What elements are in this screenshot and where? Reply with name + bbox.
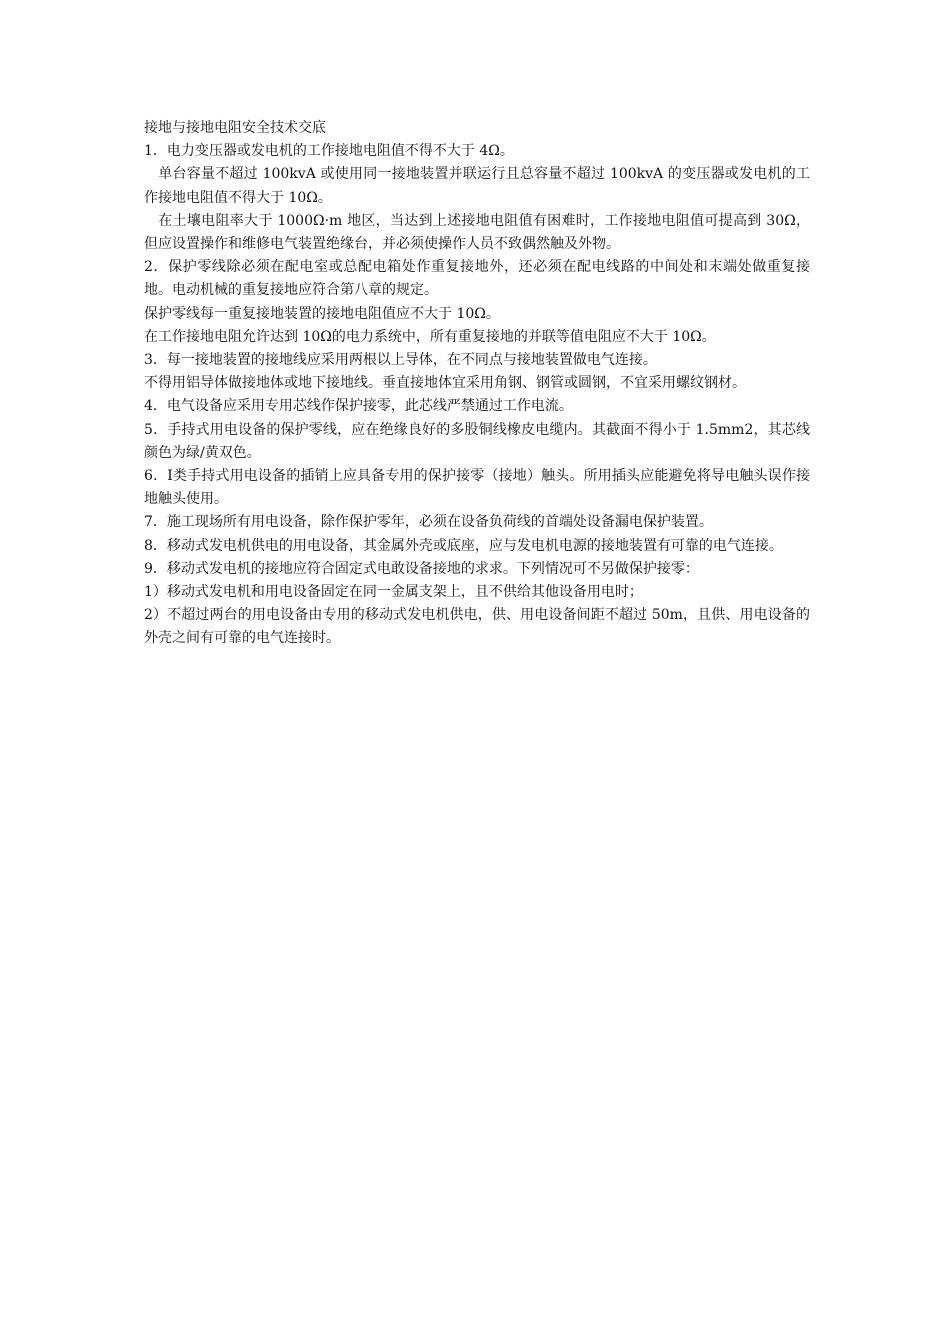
paragraph: 1．电力变压器或发电机的工作接地电阻值不得不大于 4Ω。 — [144, 143, 514, 160]
paragraph: 不得用铝导体做接地体或地下接地线。垂直接地体宜采用角钢、钢管或圆钢，不宜采用螺纹钢材。 — [144, 375, 746, 392]
paragraph: 2．保护零线除必须在配电室或总配电箱处作重复接地外，还必须在配电线路的中间处和末端处做重复接地。电动机械的重复接地应符合第八章的规定。 — [144, 259, 810, 299]
paragraph: 在土壤电阻率大于 1000Ω·m 地区，当达到上述接地电阻值有困难时，工作接地电阻值可提高到 30Ω，但应设置操作和维修电气装置绝缘台，并必须使操作人员不致偶然触及外物。 — [144, 212, 810, 253]
paragraph: 1）移动式发电机和用电设备固定在同一金属支架上，且不供给其他设备用电时； — [144, 584, 643, 601]
paragraph: 保护零线每一重复接地装置的接地电阻值应不大于 10Ω。 — [144, 305, 500, 322]
document-body — [144, 117, 810, 651]
paragraph: 2）不超过两台的用电设备由专用的移动式发电机供电，供、用电设备间距不超过 50m，且供、用电设备的外壳之间有可靠的电气连接时。 — [144, 607, 810, 647]
paragraph: 5．手持式用电设备的保护零线，应在绝缘良好的多股铜线橡皮电缆内。其截面不得小于 1.5mm2，其芯线颜色为绿/黄双色。 — [144, 421, 810, 461]
paragraph: 6．Ⅰ类手持式用电设备的插销上应具备专用的保护接零（接地）触头。所用插头应能避免将导电触头误作接地触头使用。 — [144, 468, 810, 508]
paragraph: 7．施工现场所有用电设备，除作保护零年，必须在设备负荷线的首端处设备漏电保护装置。 — [144, 514, 713, 531]
document-title: 接地与接地电阻安全技术交底 — [144, 120, 326, 136]
paragraph: 8．移动式发电机供电的用电设备，其金属外壳或底座，应与发电机电源的接地装置有可靠的电气连接。 — [144, 537, 783, 554]
paragraph: 单台容量不超过 100kvA 或使用同一接地装置并联运行且总容量不超过 100kvA 的变压器或发电机的工作接地电阻值不得大于 10Ω。 — [144, 166, 810, 206]
paragraph: 4．电气设备应采用专用芯线作保护接零，此芯线严禁通过工作电流。 — [144, 398, 573, 415]
paragraph: 在工作接地电阻允许达到 10Ω的电力系统中，所有重复接地的并联等值电阻应不大于 10Ω。 — [144, 328, 716, 345]
paragraph: 3．每一接地装置的接地线应采用两根以上导体，在不同点与接地装置做电气连接。 — [144, 352, 657, 369]
paragraph: 9．移动式发电机的接地应符合固定式电敢设备接地的求求。下列情况可不另做保护接零： — [144, 560, 699, 577]
